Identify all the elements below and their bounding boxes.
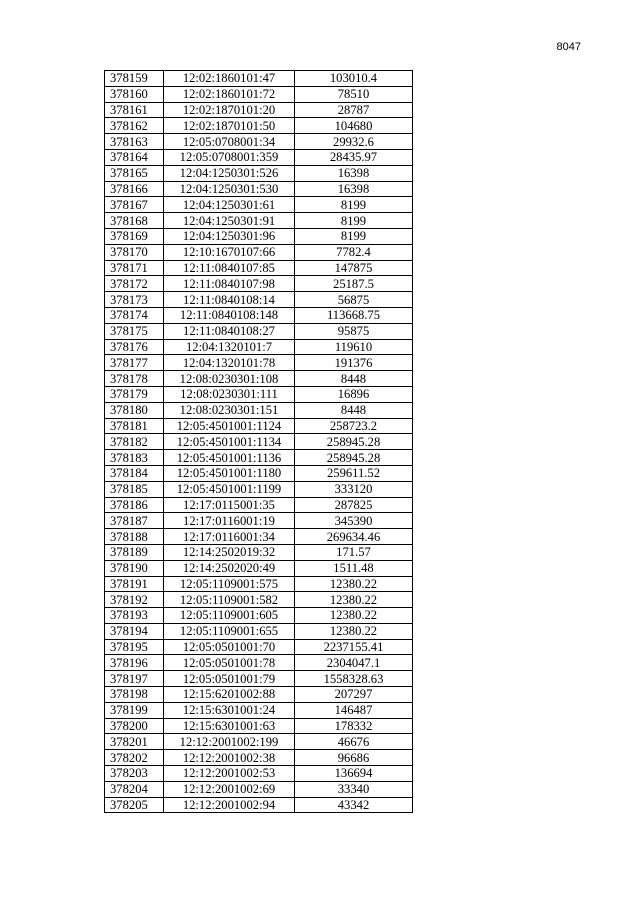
record-id-cell: 378189 (105, 544, 164, 560)
table-row (105, 450, 413, 466)
value-cell: 2304047.1 (295, 655, 413, 671)
record-id-cell: 378169 (105, 228, 164, 244)
table-row (105, 307, 413, 323)
record-id-cell: 378174 (105, 307, 164, 323)
value-cell: 8199 (295, 213, 413, 229)
cadastral-number-cell: 12:11:0840107:98 (164, 276, 295, 292)
record-id-cell: 378196 (105, 655, 164, 671)
value-cell: 8199 (295, 197, 413, 213)
value-cell: 269634.46 (295, 529, 413, 545)
table-row (105, 86, 413, 102)
cadastral-number-cell: 12:08:0230301:111 (164, 386, 295, 402)
record-id-cell: 378182 (105, 434, 164, 450)
value-cell: 259611.52 (295, 465, 413, 481)
value-cell: 12380.22 (295, 576, 413, 592)
value-cell: 8448 (295, 402, 413, 418)
record-id-cell: 378195 (105, 639, 164, 655)
table-row (105, 513, 413, 529)
value-cell: 119610 (295, 339, 413, 355)
cadastral-number-cell: 12:05:0501001:70 (164, 639, 295, 655)
table-row (105, 497, 413, 513)
value-cell: 207297 (295, 687, 413, 703)
table-row (105, 576, 413, 592)
value-cell: 178332 (295, 718, 413, 734)
record-id-cell: 378167 (105, 197, 164, 213)
record-id-cell: 378178 (105, 371, 164, 387)
value-cell: 16896 (295, 386, 413, 402)
table-row (105, 608, 413, 624)
cadastral-number-cell: 12:11:0840108:148 (164, 307, 295, 323)
record-id-cell: 378198 (105, 687, 164, 703)
cadastral-number-cell: 12:05:4501001:1134 (164, 434, 295, 450)
table-row (105, 465, 413, 481)
value-cell: 345390 (295, 513, 413, 529)
value-cell: 136694 (295, 766, 413, 782)
record-id-cell: 378177 (105, 355, 164, 371)
cadastral-number-cell: 12:11:0840108:14 (164, 292, 295, 308)
record-id-cell: 378190 (105, 560, 164, 576)
value-cell: 147875 (295, 260, 413, 276)
record-id-cell: 378181 (105, 418, 164, 434)
table-row (105, 149, 413, 165)
table-row (105, 797, 413, 813)
value-cell: 103010.4 (295, 71, 413, 87)
value-cell: 1558328.63 (295, 671, 413, 687)
value-cell: 333120 (295, 481, 413, 497)
cadastral-number-cell: 12:17:0115001:35 (164, 497, 295, 513)
table-row (105, 687, 413, 703)
table-row (105, 481, 413, 497)
record-id-cell: 378204 (105, 781, 164, 797)
record-id-cell: 378192 (105, 592, 164, 608)
table-row (105, 165, 413, 181)
record-id-cell: 378163 (105, 134, 164, 150)
table-row (105, 260, 413, 276)
value-cell: 287825 (295, 497, 413, 513)
cadastral-number-cell: 12:14:2502019:32 (164, 544, 295, 560)
table-row (105, 529, 413, 545)
cadastral-number-cell: 12:04:1250301:91 (164, 213, 295, 229)
cadastral-number-cell: 12:05:1109001:655 (164, 623, 295, 639)
cadastral-number-cell: 12:12:2001002:199 (164, 734, 295, 750)
table-row (105, 371, 413, 387)
cadastral-number-cell: 12:04:1320101:78 (164, 355, 295, 371)
table-row (105, 244, 413, 260)
record-id-cell: 378183 (105, 450, 164, 466)
record-id-cell: 378180 (105, 402, 164, 418)
cadastral-number-cell: 12:02:1860101:47 (164, 71, 295, 87)
cadastral-number-cell: 12:04:1250301:526 (164, 165, 295, 181)
data-table (104, 70, 413, 813)
record-id-cell: 378200 (105, 718, 164, 734)
table-row (105, 402, 413, 418)
value-cell: 29932.6 (295, 134, 413, 150)
record-id-cell: 378193 (105, 608, 164, 624)
cadastral-number-cell: 12:12:2001002:69 (164, 781, 295, 797)
value-cell: 28787 (295, 102, 413, 118)
value-cell: 191376 (295, 355, 413, 371)
value-cell: 7782.4 (295, 244, 413, 260)
value-cell: 46676 (295, 734, 413, 750)
table-row (105, 671, 413, 687)
value-cell: 56875 (295, 292, 413, 308)
record-id-cell: 378203 (105, 766, 164, 782)
table-row (105, 213, 413, 229)
record-id-cell: 378201 (105, 734, 164, 750)
cadastral-number-cell: 12:15:6201002:88 (164, 687, 295, 703)
record-id-cell: 378170 (105, 244, 164, 260)
table-row (105, 228, 413, 244)
table-row (105, 276, 413, 292)
record-id-cell: 378185 (105, 481, 164, 497)
cadastral-number-cell: 12:08:0230301:151 (164, 402, 295, 418)
cadastral-number-cell: 12:05:4501001:1199 (164, 481, 295, 497)
record-id-cell: 378165 (105, 165, 164, 181)
table-row (105, 181, 413, 197)
record-id-cell: 378171 (105, 260, 164, 276)
value-cell: 8448 (295, 371, 413, 387)
cadastral-number-cell: 12:12:2001002:94 (164, 797, 295, 813)
page-number: 8047 (556, 41, 581, 53)
record-id-cell: 378205 (105, 797, 164, 813)
table-row (105, 71, 413, 87)
table-row (105, 750, 413, 766)
record-id-cell: 378202 (105, 750, 164, 766)
value-cell: 33340 (295, 781, 413, 797)
value-cell: 25187.5 (295, 276, 413, 292)
table-row (105, 118, 413, 134)
value-cell: 16398 (295, 181, 413, 197)
value-cell: 2237155.41 (295, 639, 413, 655)
cadastral-number-cell: 12:17:0116001:34 (164, 529, 295, 545)
cadastral-number-cell: 12:05:1109001:575 (164, 576, 295, 592)
record-id-cell: 378173 (105, 292, 164, 308)
record-id-cell: 378168 (105, 213, 164, 229)
record-id-cell: 378161 (105, 102, 164, 118)
cadastral-number-cell: 12:15:6301001:63 (164, 718, 295, 734)
table-row (105, 718, 413, 734)
table-row (105, 781, 413, 797)
record-id-cell: 378184 (105, 465, 164, 481)
table-row (105, 592, 413, 608)
record-id-cell: 378199 (105, 702, 164, 718)
value-cell: 12380.22 (295, 592, 413, 608)
value-cell: 113668.75 (295, 307, 413, 323)
table-row (105, 734, 413, 750)
table-row (105, 560, 413, 576)
value-cell: 12380.22 (295, 608, 413, 624)
cadastral-number-cell: 12:05:0708001:34 (164, 134, 295, 150)
cadastral-number-cell: 12:05:4501001:1136 (164, 450, 295, 466)
value-cell: 78510 (295, 86, 413, 102)
table-row (105, 418, 413, 434)
table-row (105, 339, 413, 355)
value-cell: 104680 (295, 118, 413, 134)
table-row (105, 655, 413, 671)
table-row (105, 197, 413, 213)
cadastral-number-cell: 12:05:0501001:79 (164, 671, 295, 687)
cadastral-number-cell: 12:15:6301001:24 (164, 702, 295, 718)
record-id-cell: 378176 (105, 339, 164, 355)
table-row (105, 292, 413, 308)
value-cell: 96686 (295, 750, 413, 766)
record-id-cell: 378175 (105, 323, 164, 339)
record-id-cell: 378179 (105, 386, 164, 402)
record-id-cell: 378162 (105, 118, 164, 134)
value-cell: 258945.28 (295, 434, 413, 450)
value-cell: 16398 (295, 165, 413, 181)
value-cell: 95875 (295, 323, 413, 339)
cadastral-number-cell: 12:02:1870101:20 (164, 102, 295, 118)
table-row (105, 386, 413, 402)
cadastral-number-cell: 12:05:1109001:605 (164, 608, 295, 624)
value-cell: 1511.48 (295, 560, 413, 576)
table-row (105, 702, 413, 718)
record-id-cell: 378188 (105, 529, 164, 545)
record-id-cell: 378160 (105, 86, 164, 102)
record-id-cell: 378166 (105, 181, 164, 197)
table-body (105, 71, 413, 813)
value-cell: 43342 (295, 797, 413, 813)
cadastral-number-cell: 12:17:0116001:19 (164, 513, 295, 529)
table-row (105, 766, 413, 782)
table-row (105, 434, 413, 450)
value-cell: 258945.28 (295, 450, 413, 466)
cadastral-number-cell: 12:05:0501001:78 (164, 655, 295, 671)
record-id-cell: 378172 (105, 276, 164, 292)
table-row (105, 134, 413, 150)
cadastral-number-cell: 12:08:0230301:108 (164, 371, 295, 387)
cadastral-number-cell: 12:02:1860101:72 (164, 86, 295, 102)
table-row (105, 544, 413, 560)
cadastral-number-cell: 12:04:1250301:530 (164, 181, 295, 197)
record-id-cell: 378191 (105, 576, 164, 592)
table-row (105, 639, 413, 655)
value-cell: 28435.97 (295, 149, 413, 165)
value-cell: 8199 (295, 228, 413, 244)
cadastral-number-cell: 12:05:4501001:1124 (164, 418, 295, 434)
record-id-cell: 378159 (105, 71, 164, 87)
record-id-cell: 378186 (105, 497, 164, 513)
cadastral-number-cell: 12:04:1250301:61 (164, 197, 295, 213)
cadastral-number-cell: 12:05:0708001:359 (164, 149, 295, 165)
table-row (105, 623, 413, 639)
cadastral-number-cell: 12:12:2001002:38 (164, 750, 295, 766)
table-row (105, 323, 413, 339)
cadastral-number-cell: 12:02:1870101:50 (164, 118, 295, 134)
table-row (105, 102, 413, 118)
cadastral-number-cell: 12:12:2001002:53 (164, 766, 295, 782)
cadastral-number-cell: 12:10:1670107:66 (164, 244, 295, 260)
cadastral-number-cell: 12:04:1320101:7 (164, 339, 295, 355)
cadastral-number-cell: 12:04:1250301:96 (164, 228, 295, 244)
value-cell: 12380.22 (295, 623, 413, 639)
cadastral-number-cell: 12:05:4501001:1180 (164, 465, 295, 481)
table-row (105, 355, 413, 371)
cadastral-number-cell: 12:14:2502020:49 (164, 560, 295, 576)
value-cell: 171.57 (295, 544, 413, 560)
record-id-cell: 378164 (105, 149, 164, 165)
value-cell: 146487 (295, 702, 413, 718)
value-cell: 258723.2 (295, 418, 413, 434)
record-id-cell: 378194 (105, 623, 164, 639)
record-id-cell: 378187 (105, 513, 164, 529)
cadastral-number-cell: 12:05:1109001:582 (164, 592, 295, 608)
cadastral-number-cell: 12:11:0840108:27 (164, 323, 295, 339)
record-id-cell: 378197 (105, 671, 164, 687)
cadastral-number-cell: 12:11:0840107:85 (164, 260, 295, 276)
